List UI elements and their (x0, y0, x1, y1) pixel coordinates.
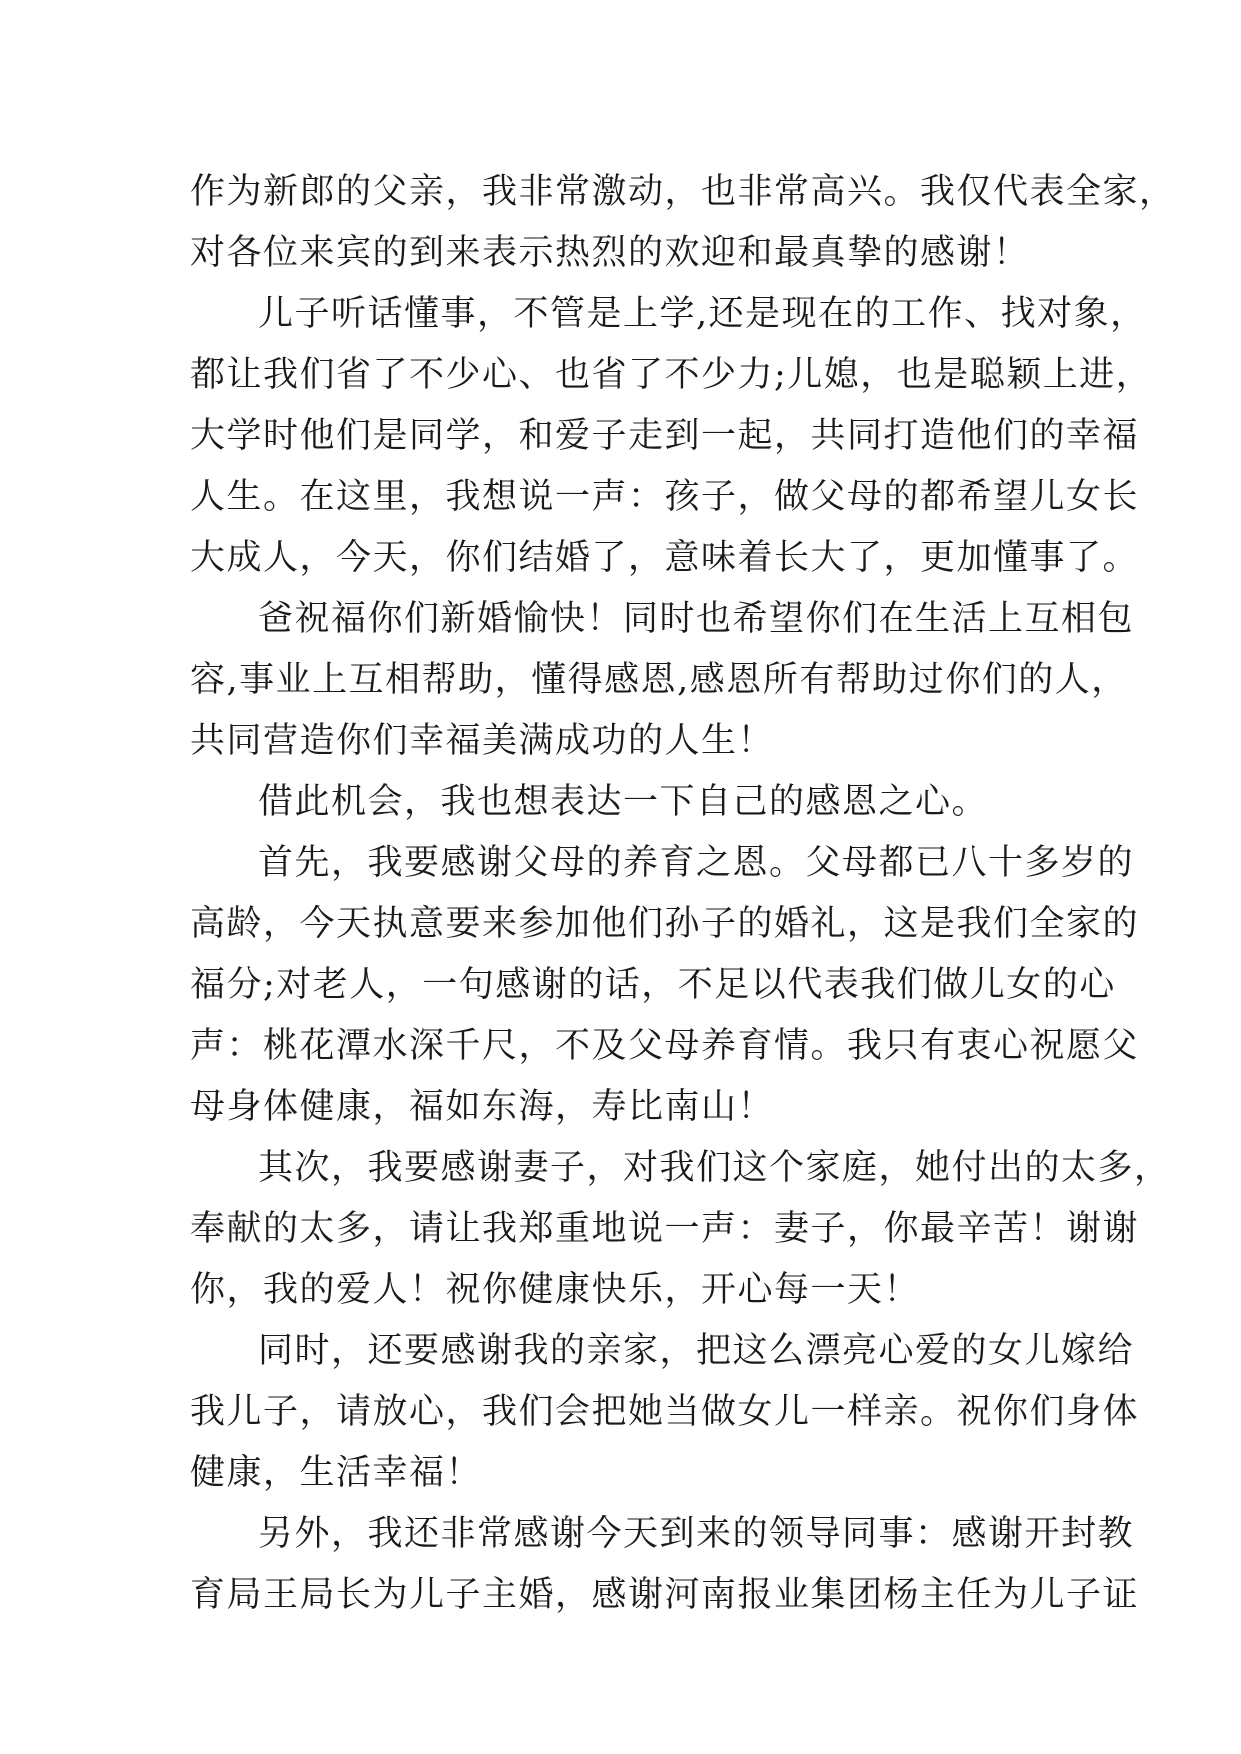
text-line: 声：桃花潭水深千尺，不及父母养育情。我只有衷心祝愿父 (190, 1026, 1140, 1066)
paragraph-start-line: 儿子听话懂事，不管是上学,还是现在的工作、找对象， (258, 294, 1147, 334)
text-line: 共同营造你们幸福美满成功的人生！ (190, 721, 775, 761)
speech-text (190, 162, 1176, 1626)
text-line: 容,事业上互相帮助，懂得感恩,感恩所有帮助过你们的人， (190, 660, 1128, 700)
paragraph-start-line: 同时，还要感谢我的亲家，把这么漂亮心爱的女儿嫁给 (258, 1331, 1135, 1371)
text-line: 作为新郎的父亲，我非常激动，也非常高兴。我仅代表全家， (190, 172, 1176, 212)
paragraph-start-line: 借此机会，我也想表达一下自己的感恩之心。 (258, 782, 989, 822)
text-line: 母身体健康，福如东海，寿比南山！ (190, 1087, 775, 1127)
text-line: 对各位来宾的到来表示热烈的欢迎和最真挚的感谢！ (190, 233, 1030, 273)
text-line: 大成人，今天，你们结婚了，意味着长大了，更加懂事了。 (190, 538, 1140, 578)
text-line: 我儿子，请放心，我们会把她当做女儿一样亲。祝你们身体 (190, 1392, 1140, 1432)
text-line: 大学时他们是同学，和爱子走到一起，共同打造他们的幸福 (190, 416, 1140, 456)
text-line: 都让我们省了不少心、也省了不少力;儿媳，也是聪颖上进， (190, 355, 1153, 395)
text-line: 育局王局长为儿子主婚，感谢河南报业集团杨主任为儿子证 (190, 1575, 1140, 1615)
paragraph-start-line: 另外，我还非常感谢今天到来的领导同事：感谢开封教 (258, 1514, 1135, 1554)
text-line: 福分;对老人，一句感谢的话，不足以代表我们做儿女的心 (190, 965, 1116, 1005)
paragraph-start-line: 首先，我要感谢父母的养育之恩。父母都已八十多岁的 (258, 843, 1135, 883)
paragraph-start-line: 爸祝福你们新婚愉快！同时也希望你们在生活上互相包 (258, 599, 1135, 639)
text-line: 奉献的太多，请让我郑重地说一声：妻子，你最辛苦！谢谢 (190, 1209, 1140, 1249)
text-line: 人生。在这里，我想说一声：孩子，做父母的都希望儿女长 (190, 477, 1140, 517)
text-line: 高龄，今天执意要来参加他们孙子的婚礼，这是我们全家的 (190, 904, 1140, 944)
text-line: 健康，生活幸福！ (190, 1453, 483, 1493)
paragraph-start-line: 其次，我要感谢妻子，对我们这个家庭，她付出的太多， (258, 1148, 1171, 1188)
text-line: 你，我的爱人！祝你健康快乐，开心每一天！ (190, 1270, 921, 1310)
